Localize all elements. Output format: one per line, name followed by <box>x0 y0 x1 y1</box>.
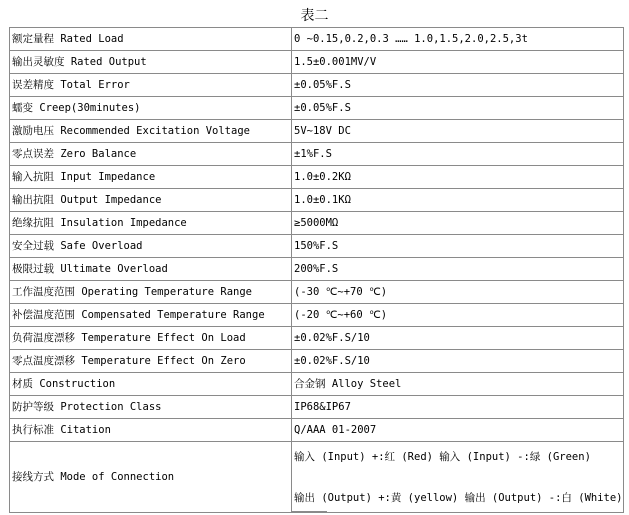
spec-value: 1.0±0.1KΩ <box>292 189 624 212</box>
spec-label: 工作温度范围 Operating Temperature Range <box>10 281 292 304</box>
spec-label: 防护等级 Protection Class <box>10 396 292 419</box>
table-row <box>10 166 624 189</box>
spec-label: 零点温度漂移 Temperature Effect On Zero <box>10 350 292 373</box>
table-row <box>10 281 624 304</box>
spec-value: (-20 ℃~+60 ℃) <box>292 304 624 327</box>
table-row <box>10 212 624 235</box>
spec-value: 0 ~0.15,0.2,0.3 …… 1.0,1.5,2.0,2.5,3t <box>292 28 624 51</box>
table-row <box>10 51 624 74</box>
spec-value: 200%F.S <box>292 258 624 281</box>
spec-label: 执行标准 Citation <box>10 419 292 442</box>
spec-value: 150%F.S <box>292 235 624 258</box>
spec-label: 绝缘抗阻 Insulation Impedance <box>10 212 292 235</box>
table-row <box>10 235 624 258</box>
spec-value: ±1%F.S <box>292 143 624 166</box>
spec-value: Q/AAA 01-2007 <box>292 419 624 442</box>
table-row <box>10 74 624 97</box>
spec-label: 蠕变 Creep(30minutes) <box>10 97 292 120</box>
spec-value: (-30 ℃~+70 ℃) <box>292 281 624 304</box>
table-row <box>10 120 624 143</box>
connection-output-wires: 输出 (Output) +:黄 (yellow) 输出 (Output) -:白 (White) <box>294 491 623 504</box>
spec-label: 输入抗阻 Input Impedance <box>10 166 292 189</box>
table-title: 表二 <box>300 8 329 24</box>
spec-label: 极限过载 Ultimate Overload <box>10 258 292 281</box>
spec-label: 额定量程 Rated Load <box>10 28 292 51</box>
spec-value: 合金钢 Alloy Steel <box>292 373 624 396</box>
spec-label: 材质 Construction <box>10 373 292 396</box>
table-row <box>10 143 624 166</box>
table-row <box>10 419 624 442</box>
connection-input-wires: 输入 (Input) +:红 (Red) 输入 (Input) -:绿 (Green) <box>294 450 591 463</box>
table-row <box>10 327 624 350</box>
table-row <box>10 97 624 120</box>
spec-label: 安全过载 Safe Overload <box>10 235 292 258</box>
spec-value: ±0.02%F.S/10 <box>292 327 624 350</box>
spec-label: 补偿温度范围 Compensated Temperature Range <box>10 304 292 327</box>
spec-table <box>9 27 624 513</box>
spec-label: 误差精度 Total Error <box>10 74 292 97</box>
table-row <box>10 189 624 212</box>
table-row <box>10 373 624 396</box>
spec-table-body <box>10 28 624 513</box>
spec-value: ≥5000MΩ <box>292 212 624 235</box>
table-row <box>10 396 624 419</box>
spec-value: ±0.02%F.S/10 <box>292 350 624 373</box>
spec-label: 输出灵敏度 Rated Output <box>10 51 292 74</box>
spec-value: ±0.05%F.S <box>292 97 624 120</box>
spec-label: 零点误差 Zero Balance <box>10 143 292 166</box>
spec-value: 5V~18V DC <box>292 120 624 143</box>
spec-value: ±0.05%F.S <box>292 74 624 97</box>
table-row <box>10 350 624 373</box>
spec-value: 1.0±0.2KΩ <box>292 166 624 189</box>
spec-label: 激励电压 Recommended Excitation Voltage <box>10 120 292 143</box>
table-row <box>10 304 624 327</box>
connection-row <box>10 442 624 513</box>
spec-value: IP68&IP67 <box>292 396 624 419</box>
table-row <box>10 28 624 51</box>
table-row <box>10 258 624 281</box>
spec-label: 负荷温度漂移 Temperature Effect On Load <box>10 327 292 350</box>
connection-label: 接线方式 Mode of Connection <box>10 442 292 513</box>
bottom-divider <box>291 511 327 512</box>
spec-label: 输出抗阻 Output Impedance <box>10 189 292 212</box>
spec-value: 1.5±0.001MV/V <box>292 51 624 74</box>
connection-value <box>292 442 624 513</box>
